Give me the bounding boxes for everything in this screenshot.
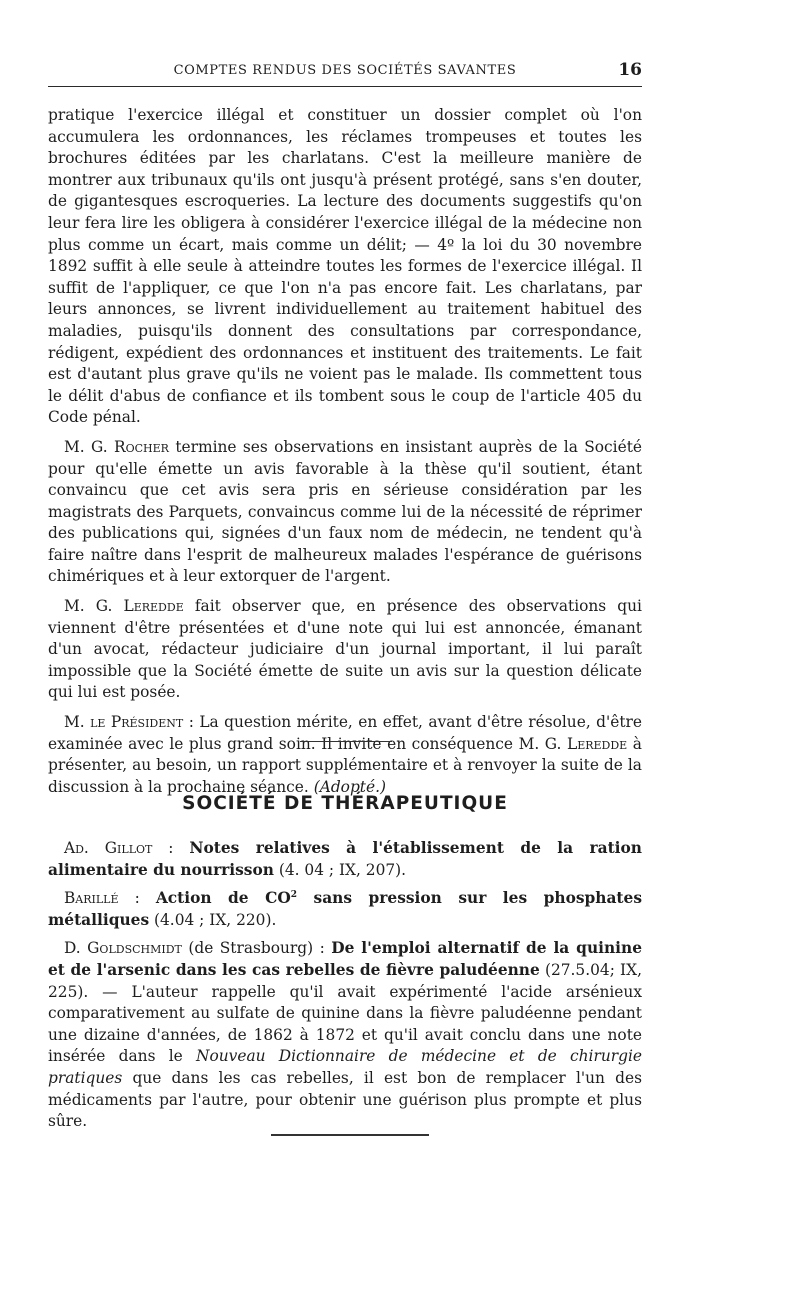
- entry-goldschmidt: [48, 938, 642, 1132]
- meeting-minutes: [48, 105, 642, 798]
- entry-separator: :: [168, 839, 174, 857]
- running-title: COMPTES RENDUS DES SOCIÉTÉS SAVANTES: [173, 63, 517, 78]
- entry-title: De l'emploi alternatif de la quinine et de l'arsenic dans les cas rebelles de fièvre paludéenne: [48, 939, 643, 979]
- page-number: 16: [618, 60, 642, 80]
- referenced-name: Leredde: [566, 734, 628, 753]
- paragraph-text: fait observer que, en présence des observations qui viennent d'être présentées et d'une note qui lui est annoncée, émanant d'un avocat, rédacteur judiciaire d'un journal important, il lui paraît impossible que la Société émette de suite un avis sur la question délicate qui lui est posée.: [48, 597, 642, 702]
- speaker-name: Rocher: [114, 437, 169, 456]
- speaker-initial: M. G.: [64, 437, 108, 456]
- referenced-initial: M. G.: [518, 734, 562, 753]
- entry-separator: :: [134, 889, 140, 908]
- entry-reference: (4.04 ; IX, 220).: [154, 910, 277, 929]
- president-paragraph: [48, 712, 642, 798]
- section-title: SOCIÉTÉ DE THÉRAPEUTIQUE: [182, 793, 508, 814]
- entry-title: Notes relatives à l'établissement de la ration alimentaire du nourrisson: [48, 839, 642, 879]
- leredde-paragraph: [48, 596, 642, 704]
- entry-author: Barillé: [64, 889, 119, 908]
- entry-author: Ad. Gillot: [64, 839, 153, 857]
- entry-title-part: Action de CO: [155, 889, 291, 908]
- entry-gillot: [48, 838, 642, 881]
- entry-reference: (27.5.04; IX, 225). —: [48, 960, 642, 1001]
- speaker-initial: M. G.: [64, 597, 113, 616]
- entry-body: L'auteur rappelle qu'il avait expérimenté l'acide arsénieux comparativement au sulfate de quinine dans la fièvre paludéenne pendant une dizaine d'années, de 1862 à 1872 et qu'il avait conclu dans une note insérée dans le: [48, 982, 642, 1066]
- rocher-paragraph: [48, 437, 642, 588]
- entry-body-continued: que dans les cas rebelles, il est bon de remplacer l'un des médicaments par l'autre, pour obtenir une guérison plus prompte et plus sûre.: [48, 1068, 642, 1131]
- speaker-name: Leredde: [123, 597, 184, 616]
- speaker-name: le Président: [90, 713, 184, 732]
- adopted-note: (Adopté.): [313, 777, 386, 796]
- separator-rule: [300, 741, 392, 742]
- paragraph-text: termine ses observations en insistant auprès de la Société pour qu'elle émette un avis favorable à la thèse qu'il soutient, étant convaincu que cet avis sera pris en sérieuse considération par les magistrats des Parquets, convaincus comme lui de la nécessité de réprimer des publications qui, signées d'un faux nom de médecin, ne tendent qu'à faire naître dans l'esprit de malheureux malades l'espérance de guérisons chimériques et à leur extorquer de l'argent.: [48, 437, 642, 586]
- entry-barille: [48, 888, 642, 931]
- section-entries: [48, 838, 642, 1133]
- entry-author-initial: D.: [64, 939, 81, 958]
- entry-affiliation: (de Strasbourg) :: [188, 939, 325, 958]
- running-header: [48, 60, 642, 87]
- entry-work-title: Nouveau Dictionnaire de médecine et de chirurgie pratiques: [48, 1047, 642, 1087]
- entry-title-part: sans pression sur les phosphates métalliques: [48, 889, 642, 929]
- entry-author: Goldschmidt: [87, 939, 182, 958]
- entry-reference: (4. 04 ; IX, 207).: [278, 860, 407, 879]
- paragraph-text: : La question mérite, en effet, avant d'être résolue, d'être examinée avec le plus grand soin. Il invite en conséquence: [48, 713, 642, 753]
- paragraph-text-continued: à présenter, au besoin, un rapport supplémentaire et à renvoyer la suite de la discussion à la prochaine séance.: [48, 734, 642, 796]
- end-rule: [271, 1134, 429, 1136]
- entry-title-superscript: 2: [290, 890, 298, 901]
- intro-paragraph: pratique l'exercice illégal et constituer un dossier complet où l'on accumulera les ordonnances, les réclames trompeuses et toutes les brochures éditées par les charlatans. C'est la meilleure manière de montrer aux tribunaux qu'ils ont jusqu'à présent protégé, sans s'en douter, de gigantesques escroqueries. La lecture des documents suggestifs qu'on leur fera lire les obligera à considérer l'exercice illégal de la médecine non plus comme un écart, mais comme un délit; — 4º la loi du 30 novembre 1892 suffit à elle seule à atteindre toutes les formes de l'exercice illégal. Il suffit de l'appliquer, ce que l'on n'a pas encore fait. Les charlatans, par leurs annonces, se livrent individuellement au traitement habituel des maladies, puisqu'ils donnent des consultations par correspondance, rédigent, expédient des ordonnances et instituent des traitements. Le fait est d'autant plus grave qu'ils ne voient pas le malade. Ils commettent tous le délit d'abus de confiance et ils tombent sous le coup de l'article 405 du Code pénal.: [48, 106, 642, 427]
- speaker-initial: M.: [64, 713, 85, 732]
